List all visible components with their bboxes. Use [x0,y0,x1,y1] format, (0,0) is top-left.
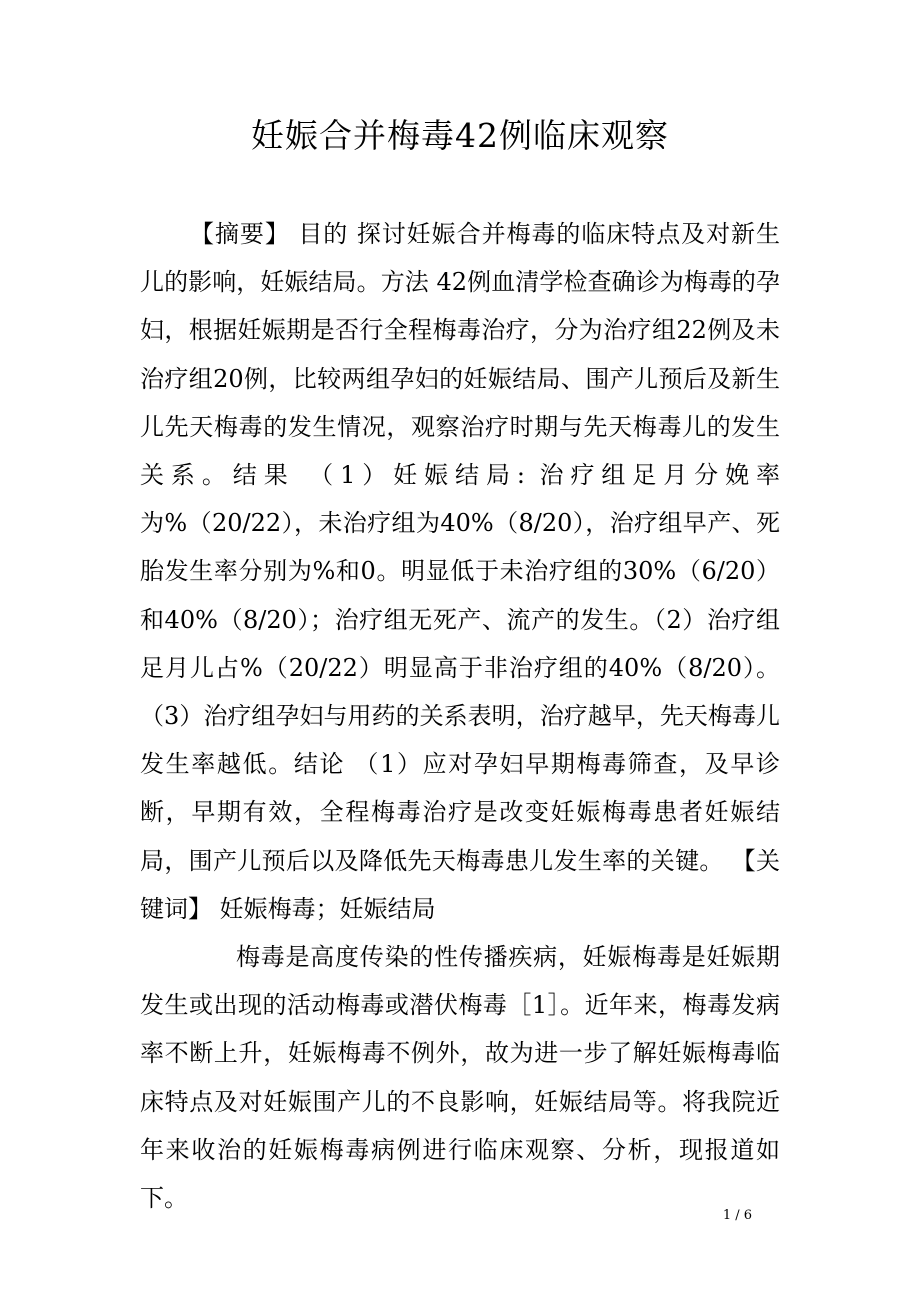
abstract-paragraph: 【摘要】 目的 探讨妊娠合并梅毒的临床特点及对新生儿的影响，妊娠结局。方法 42例血清学检查确诊为梅毒的孕妇，根据妊娠期是否行全程梅毒治疗，分为治疗组22例及未治疗组20例，比较两组孕妇的妊娠结局、围产儿预后及新生儿先天梅毒的发生情况，观察治疗时期与先天梅毒儿的发生关系。结果 （1）妊娠结局: 治疗组足月分娩率为%（20/22），未治疗组为40%（8/20），治疗组早产、死胎发生率分别为%和0。明显低于未治疗组的30%（6/20）和40%（8/20）；治疗组无死产、流产的发生。（2）治疗组足月儿占%（20/22）明显高于非治疗组的40%（8/20）。（3）治疗组孕妇与用药的关系表明，治疗越早，先天梅毒儿发生率越低。结论 （1）应对孕妇早期梅毒筛查，及早诊断，早期有效，全程梅毒治疗是改变妊娠梅毒患者妊娠结局，围产儿预后以及降低先天梅毒患儿发生率的关键。 【关键词】 妊娠梅毒；妊娠结局 [140,220,780,923]
page-number: 1 / 6 [722,1208,752,1223]
document-title: 妊娠合并梅毒42例临床观察 [251,116,669,155]
document-body [140,210,780,1222]
intro-paragraph: 梅毒是高度传染的性传播疾病，妊娠梅毒是妊娠期发生或出现的活动梅毒或潜伏梅毒［1］。近年来，梅毒发病率不断上升，妊娠梅毒不例外，故为进一步了解妊娠梅毒临床特点及对妊娠围产儿的不良影响，妊娠结局等。将我院近年来收治的妊娠梅毒病例进行临床观察、分析，现报道如下。 [140,943,780,1213]
